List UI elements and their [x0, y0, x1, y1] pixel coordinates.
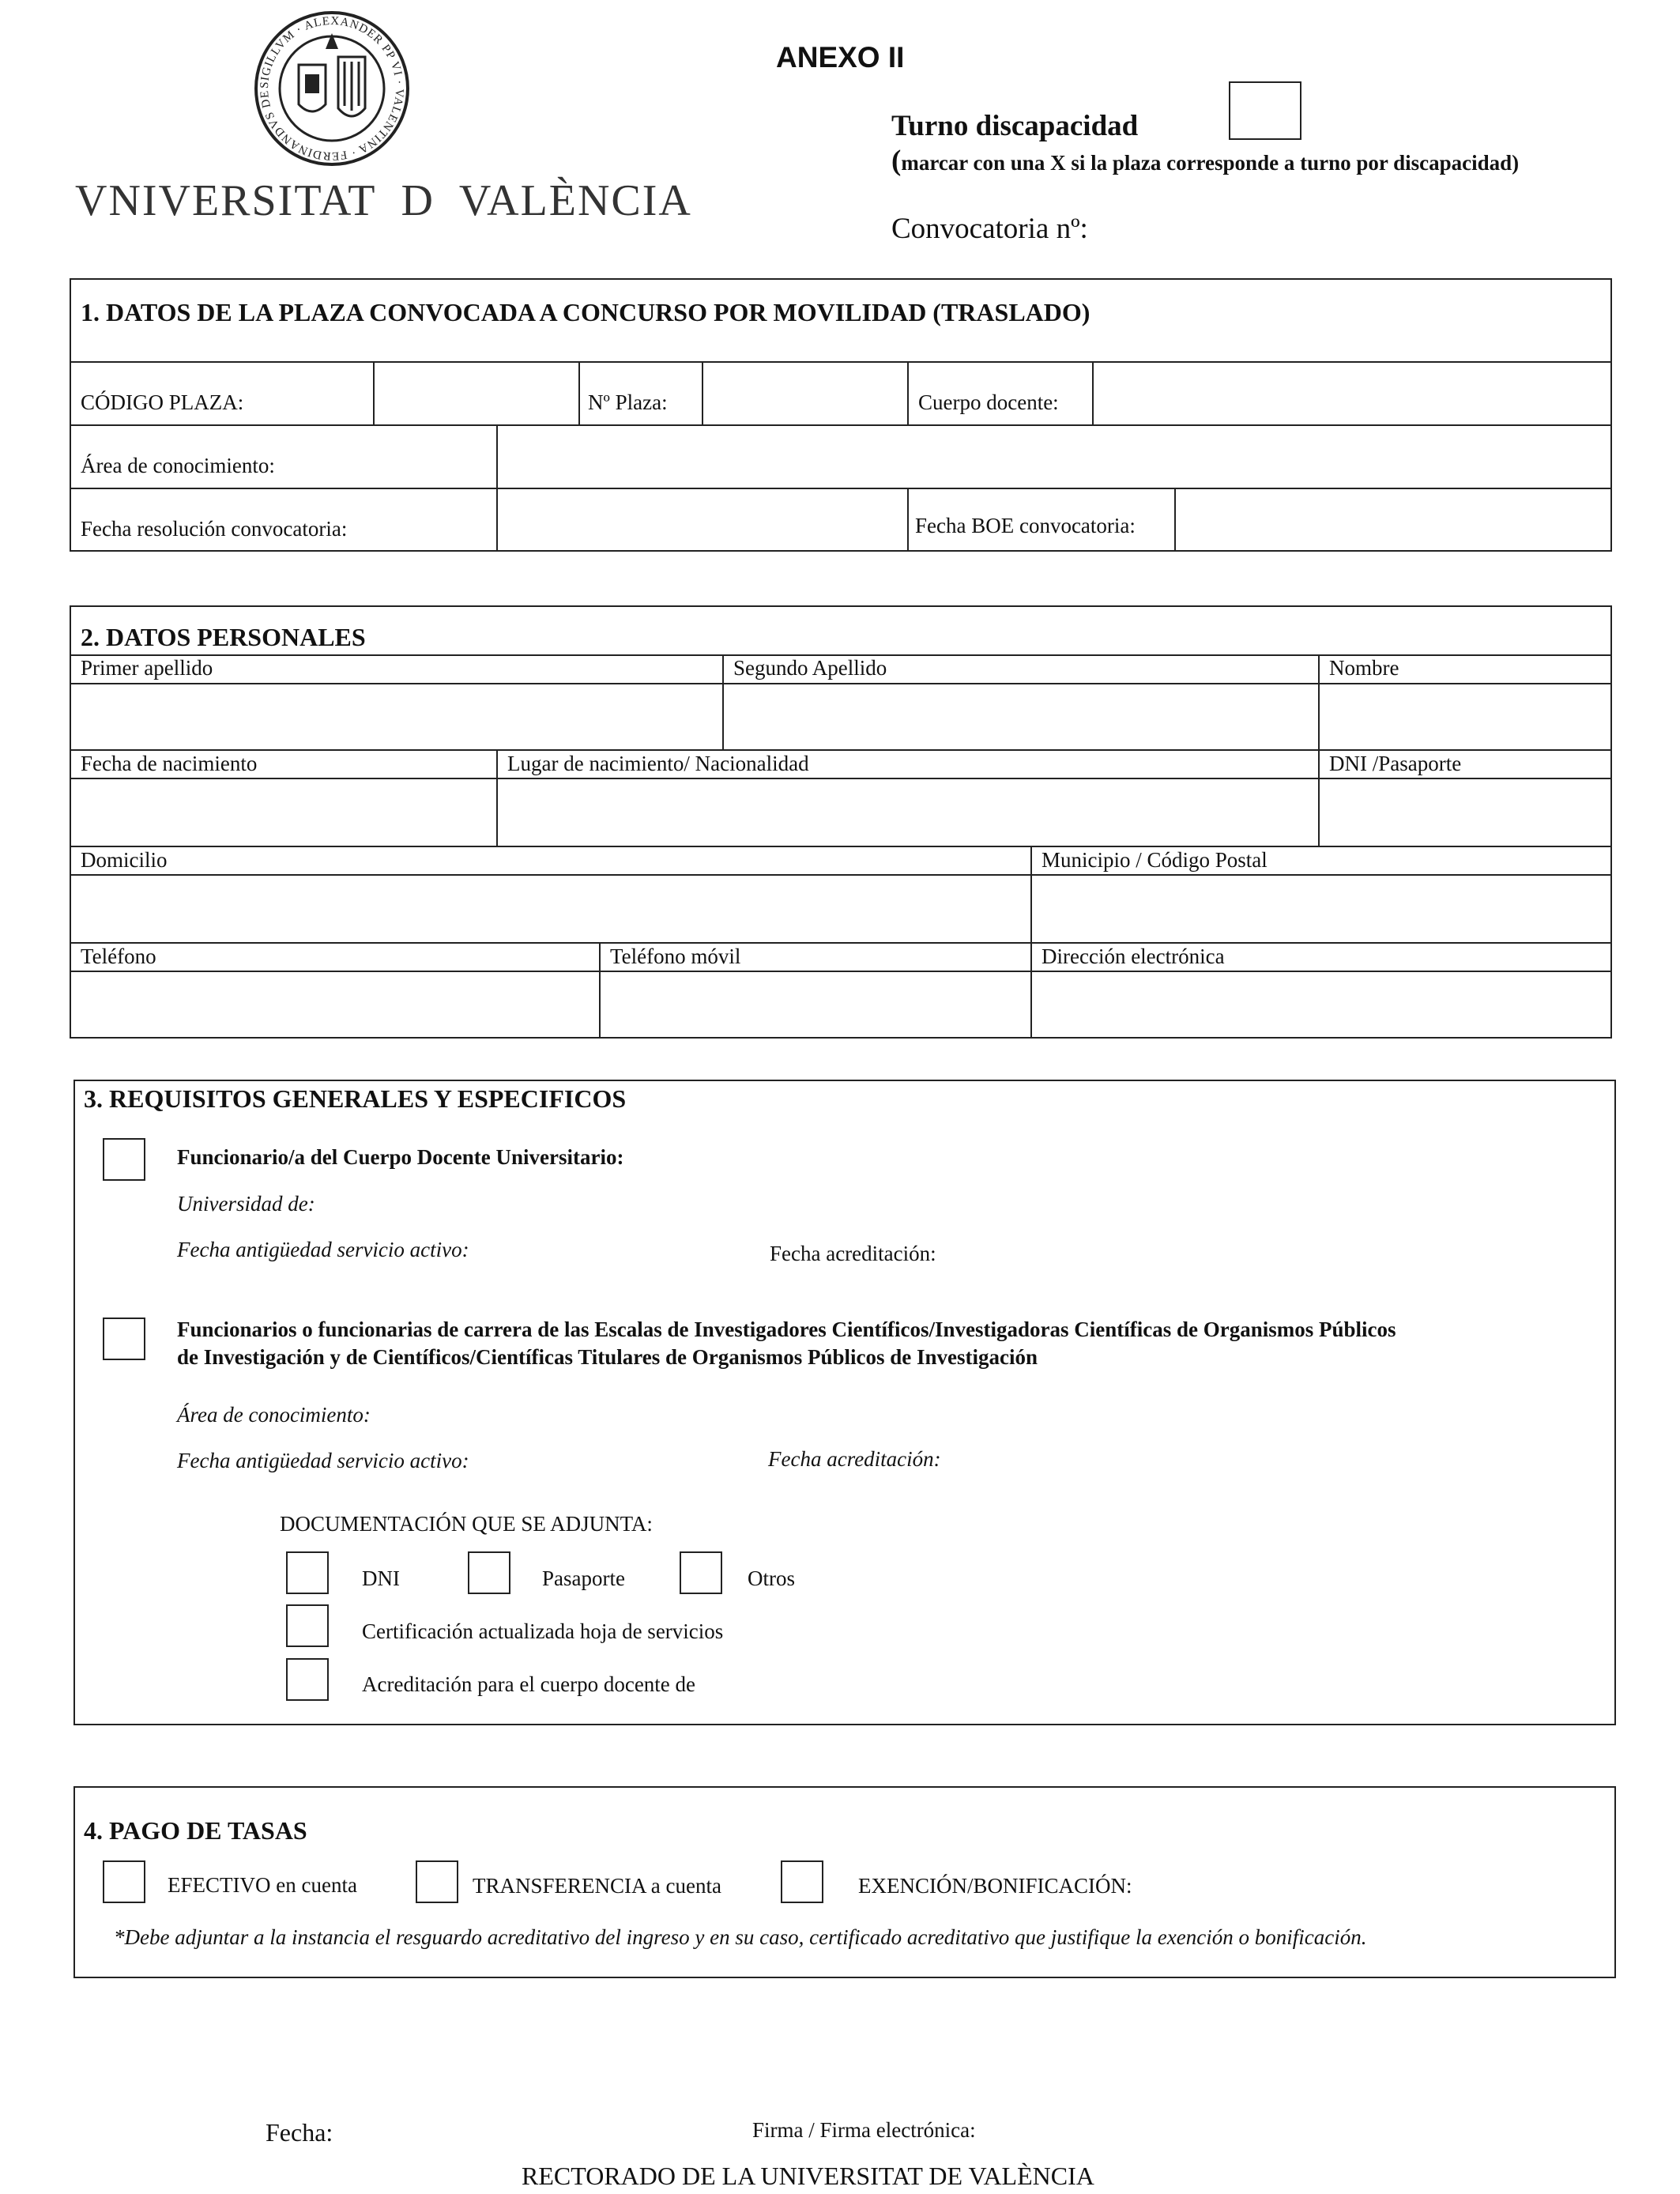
telefono-movil-label: Teléfono móvil — [610, 944, 741, 968]
funcionario-docente-checkbox[interactable] — [103, 1138, 145, 1181]
efectivo-label: EFECTIVO en cuenta — [168, 1873, 357, 1897]
fecha-boe-field[interactable] — [1176, 489, 1610, 549]
funcionario-investigador-title-line2: de Investigación y de Científicos/Científicas Titulares de Organismos Públicos de Investigación — [177, 1345, 1038, 1369]
exencion-label: EXENCIÓN/BONIFICACIÓN: — [858, 1874, 1132, 1898]
annex-title: ANEXO II — [776, 41, 905, 74]
nombre-label: Nombre — [1329, 656, 1399, 680]
telefono-label: Teléfono — [81, 944, 156, 968]
cuerpo-docente-label: Cuerpo docente: — [918, 390, 1059, 414]
seal-icon — [253, 9, 411, 168]
municipio-field[interactable] — [1032, 876, 1610, 941]
turno-note — [891, 144, 1519, 178]
convocatoria-label: Convocatoria nº: — [891, 213, 1088, 245]
doc-acreditacion-checkbox[interactable] — [286, 1658, 329, 1701]
fecha-nacimiento-label: Fecha de nacimiento — [81, 752, 258, 775]
fecha-resolucion-label: Fecha resolución convocatoria: — [81, 517, 348, 541]
email-label: Dirección electrónica — [1042, 944, 1225, 968]
turno-note-paren: ( — [891, 145, 902, 177]
exencion-checkbox[interactable] — [781, 1860, 823, 1903]
municipio-label: Municipio / Código Postal — [1042, 848, 1268, 872]
seal-text: SIGILLVM · ALEXANDER PP VI · VALENTINA · FERDINANDVS DE — [258, 14, 406, 163]
email-field[interactable] — [1032, 972, 1610, 1037]
codigo-plaza-label: CÓDIGO PLAZA: — [81, 390, 244, 414]
fecha-resolucion-field[interactable] — [498, 489, 906, 549]
lugar-nacimiento-field[interactable] — [498, 779, 1317, 844]
opt2-fecha-acreditacion-label: Fecha acreditación: — [768, 1447, 941, 1471]
primer-apellido-field[interactable] — [71, 684, 721, 748]
lugar-nacimiento-label: Lugar de nacimiento/ Nacionalidad — [507, 752, 809, 775]
fecha-nacimiento-field[interactable] — [71, 779, 495, 844]
opt1-fecha-acreditacion-label: Fecha acreditación: — [770, 1242, 936, 1265]
turno-discapacidad-label: Turno discapacidad — [891, 110, 1139, 142]
pago-note: *Debe adjuntar a la instancia el resguardo acreditativo del ingreso y en su caso, certificado acreditativo que justifique la exención o bonificación. — [114, 1925, 1367, 1949]
nombre-field[interactable] — [1320, 684, 1610, 748]
telefono-movil-field[interactable] — [601, 972, 1029, 1037]
university-logo-text: VNIVERSITAT D VALÈNCIA — [75, 176, 692, 225]
cuerpo-docente-field[interactable] — [1094, 363, 1610, 423]
domicilio-label: Domicilio — [81, 848, 168, 872]
section-2-title: 2. DATOS PERSONALES — [81, 623, 366, 651]
segundo-apellido-field[interactable] — [724, 684, 1317, 748]
section-4-title: 4. PAGO DE TASAS — [84, 1816, 307, 1845]
opt2-fecha-antiguedad-label: Fecha antigüedad servicio activo: — [177, 1449, 469, 1472]
section-1-title: 1. DATOS DE LA PLAZA CONVOCADA A CONCURSO POR MOVILIDAD (TRASLADO) — [81, 298, 1090, 326]
transferencia-label: TRANSFERENCIA a cuenta — [473, 1874, 721, 1898]
doc-pasaporte-checkbox[interactable] — [468, 1551, 510, 1594]
doc-certificacion-label: Certificación actualizada hoja de servicios — [362, 1619, 724, 1643]
num-plaza-label: Nº Plaza: — [588, 390, 668, 414]
codigo-plaza-field[interactable] — [375, 363, 577, 423]
turno-note-text: marcar con una X si la plaza corresponde a turno por discapacidad) — [901, 151, 1520, 175]
doc-otros-label: Otros — [748, 1566, 795, 1590]
primer-apellido-label: Primer apellido — [81, 656, 213, 680]
dni-pasaporte-field[interactable] — [1320, 779, 1610, 844]
doc-dni-label: DNI — [362, 1566, 400, 1590]
doc-pasaporte-label: Pasaporte — [542, 1566, 625, 1590]
num-plaza-field[interactable] — [703, 363, 906, 423]
doc-dni-checkbox[interactable] — [286, 1551, 329, 1594]
firma-label: Firma / Firma electrónica: — [752, 2118, 976, 2142]
doc-otros-checkbox[interactable] — [680, 1551, 722, 1594]
fecha-boe-label: Fecha BOE convocatoria: — [915, 514, 1136, 537]
area-conocimiento-field[interactable] — [498, 426, 1610, 486]
efectivo-checkbox[interactable] — [103, 1860, 145, 1903]
university-seal — [253, 9, 411, 168]
dni-pasaporte-label: DNI /Pasaporte — [1329, 752, 1462, 775]
domicilio-field[interactable] — [71, 876, 1029, 941]
telefono-field[interactable] — [71, 972, 597, 1037]
section-3-title: 3. REQUISITOS GENERALES Y ESPECIFICOS — [84, 1084, 627, 1113]
opt2-area-label: Área de conocimiento: — [177, 1403, 371, 1427]
funcionario-investigador-title-line1: Funcionarios o funcionarias de carrera de las Escalas de Investigadores Científicos/Investigadoras Científicas de Organismos Públicos — [177, 1318, 1396, 1341]
area-conocimiento-label: Área de conocimiento: — [81, 454, 275, 477]
segundo-apellido-label: Segundo Apellido — [733, 656, 887, 680]
opt1-fecha-antiguedad-label: Fecha antigüedad servicio activo: — [177, 1238, 469, 1261]
universidad-label: Universidad de: — [177, 1192, 315, 1216]
fecha-label: Fecha: — [266, 2118, 333, 2147]
funcionario-docente-title: Funcionario/a del Cuerpo Docente Universitario: — [177, 1145, 624, 1169]
transferencia-checkbox[interactable] — [416, 1860, 458, 1903]
documentacion-title: DOCUMENTACIÓN QUE SE ADJUNTA: — [280, 1512, 653, 1536]
doc-certificacion-checkbox[interactable] — [286, 1604, 329, 1647]
rectorado-label: RECTORADO DE LA UNIVERSITAT DE VALÈNCIA — [522, 2162, 1094, 2190]
doc-acreditacion-label: Acreditación para el cuerpo docente de — [362, 1672, 696, 1696]
turno-discapacidad-checkbox[interactable] — [1229, 81, 1301, 140]
funcionario-investigador-checkbox[interactable] — [103, 1318, 145, 1360]
